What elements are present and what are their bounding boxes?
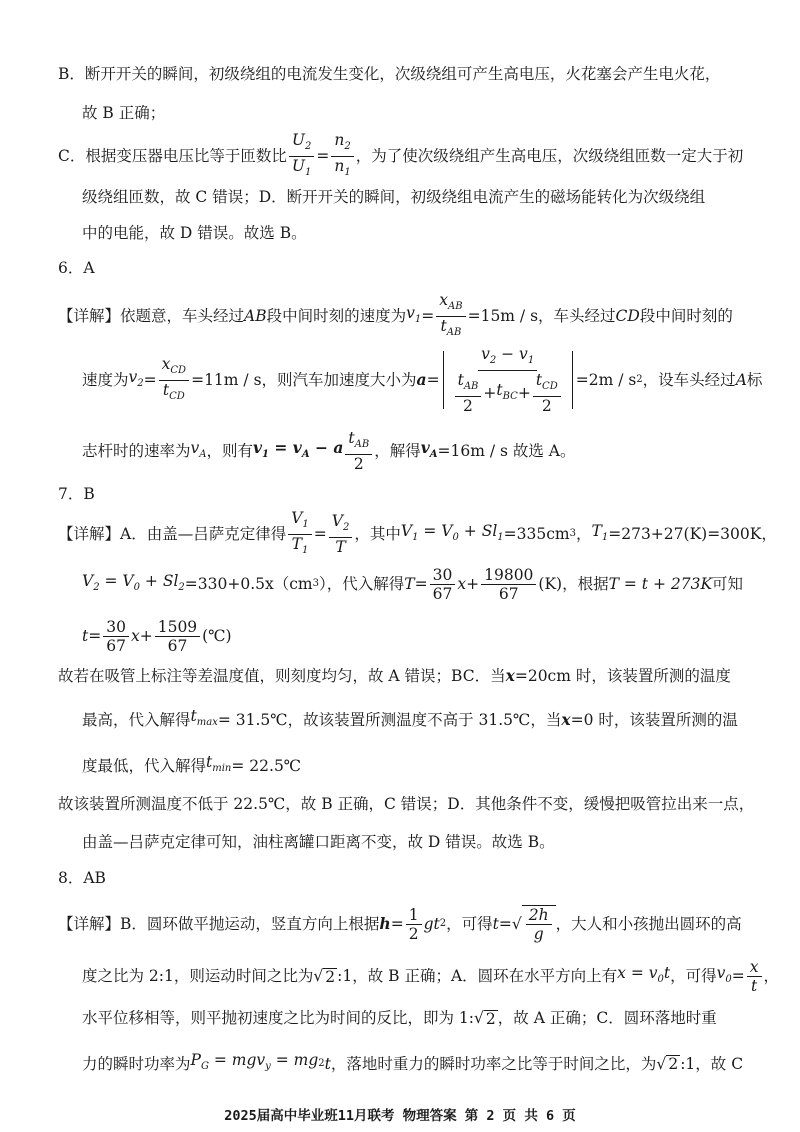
paragraph-text: 级绕组匝数，故 C 错误；D．断开开关的瞬间，初级绕组电流产生的磁场能转化为次级绕组 bbox=[82, 188, 706, 206]
text-line: 最高，代入解得 $t_{max}$ = 31.5℃，故该装置所测温度不高于 31.5℃，当 x =0 时，该装置所测的温 bbox=[82, 707, 738, 729]
text-line: 【详解】B．圆环做平抛运动，竖直方向上根据 h = $\frac{1}{2}$ gt 2 ，可得 t = √ $\frac{2h}{g}$ ，大人和小孩抛出圆环的高 bbox=[58, 905, 742, 943]
fraction-xab-tab: $\frac{x_{AB}}{t_{AB}}$ bbox=[436, 291, 465, 342]
text-line: 故若在吸管上标注等差温度值，则刻度均匀，故 A 错误；BC．当 x =20cm 时，该装置所测的温度 bbox=[58, 666, 731, 685]
paragraph-text: 故 B 正确； bbox=[82, 104, 166, 122]
text-line: 【详解】A．由盖—吕萨克定律得 $\frac{V_1}{T_1}$ = $\frac{V_2}{T}$ ，其中 $V_1 = V_0 + Sl_1$ =335cm 3 ， $T_1$ =273+27(K)=300K， bbox=[58, 508, 777, 556]
sqrt-expression: √ $\frac{2h}{g}$ bbox=[512, 905, 556, 943]
text-line: 速度为 $v_2$ = $\frac{x_{CD}}{t_{CD}}$ =11m / s，则汽车加速度大小为 a = $v_2 - v_1$ $\frac{t_{AB}}{2}$ + $t_{BC}$ + $\frac{t_{CD}}{2}$ =2m / s 2 ，设车头经过 A 标 bbox=[82, 345, 763, 415]
text-line bbox=[82, 185, 705, 209]
text-line: 水平位移相等，则平抛初速度之比为时间的反比，即为 1: √ 2 ，故 A 正确；C．圆环落地时重 bbox=[82, 1009, 717, 1028]
question-number: 8．AB bbox=[58, 869, 106, 887]
paragraph-text: ，为了使次级绕组产生高电压，次级绕组匝数一定大于初 bbox=[355, 147, 744, 165]
acceleration-expression: $v_2 - v_1$ $\frac{t_{AB}}{2}$ + $t_{BC}$ + $\frac{t_{CD}}{2}$ bbox=[443, 351, 573, 409]
text-line: t = $\frac{30}{67}$ x + $\frac{1509}{67}$ (℃) bbox=[82, 617, 232, 655]
text-line: 由盖—吕萨克定律可知，油柱离罐口距离不变，故 D 错误。故选 B。 bbox=[82, 833, 555, 851]
text-line: 【详解】依题意，车头经过 AB 段中间时刻的速度为 $v_1$ = $\frac{x_{AB}}{t_{AB}}$ =15m / s，车头经过 CD 段中间时刻的 bbox=[58, 296, 733, 336]
fraction-u2-u1: $\frac{U_2}{U_1}$ bbox=[289, 131, 314, 182]
text-line: 度最低，代入解得 $t_{min}$ = 22.5℃ bbox=[82, 753, 302, 775]
text-line bbox=[58, 62, 720, 86]
text-line: 志杆时的速率为 $v_A$ ，则有 $v_1 = v_A - a$ $\frac{t_{AB}}{2}$ ，解得 $v_A$ =16m / s 故选 A。 bbox=[82, 429, 576, 473]
page-footer: 2025届高中毕业班11月联考 物理答案 第 2 页 共 6 页 bbox=[224, 1108, 576, 1124]
text-line: 力的瞬时功率为 $P_G = mgv_y$ = mg 2 t ，落地时重力的瞬时功率之比等于时间之比，为 √ 2 :1，故 C bbox=[82, 1051, 744, 1073]
text-line bbox=[82, 221, 307, 245]
text-line: C．根据变压器电压比等于匝数比 $\frac{U_2}{U_1}$ = $\frac{n_2}{n_1}$ ，为了使次级绕组产生高电压，次级绕组匝数一定大于初 bbox=[58, 135, 743, 177]
paragraph-text: B．断开开关的瞬间，初级绕组的电流发生变化，次级绕组可产生高电压，火花塞会产生电火花， bbox=[58, 65, 721, 83]
fraction-xcd-tcd: $\frac{x_{CD}}{t_{CD}}$ bbox=[159, 355, 189, 406]
text-line bbox=[82, 101, 165, 125]
paragraph-text: 中的电能，故 D 错误。故选 B。 bbox=[82, 224, 307, 242]
text-line: 度之比为 2:1，则运动时间之比为 √ 2 :1，故 B 正确；A．圆环在水平方向上有 $x = v_0t$ ，可得 $v_0$ = $\frac{x}{t}$ ， bbox=[82, 957, 780, 995]
paragraph-text: C．根据变压器电压比等于匝数比 bbox=[58, 147, 287, 165]
question-number: 6．A bbox=[58, 259, 95, 277]
question-number: 7．B bbox=[58, 485, 95, 503]
text-line: $V_2 = V_0 + Sl_2$ =330+0.5x（cm 3 ），代入解得 T = $\frac{30}{67}$ x + $\frac{19800}{67}$ (K)，根据 T = t + 273K 可知 bbox=[82, 565, 744, 603]
fraction-n2-n1: $\frac{n_2}{n_1}$ bbox=[331, 131, 353, 182]
text-line: 故该装置所测温度不低于 22.5℃，故 B 正确，C 错误；D．其他条件不变，缓慢把吸管拉出来一点， bbox=[58, 795, 755, 813]
